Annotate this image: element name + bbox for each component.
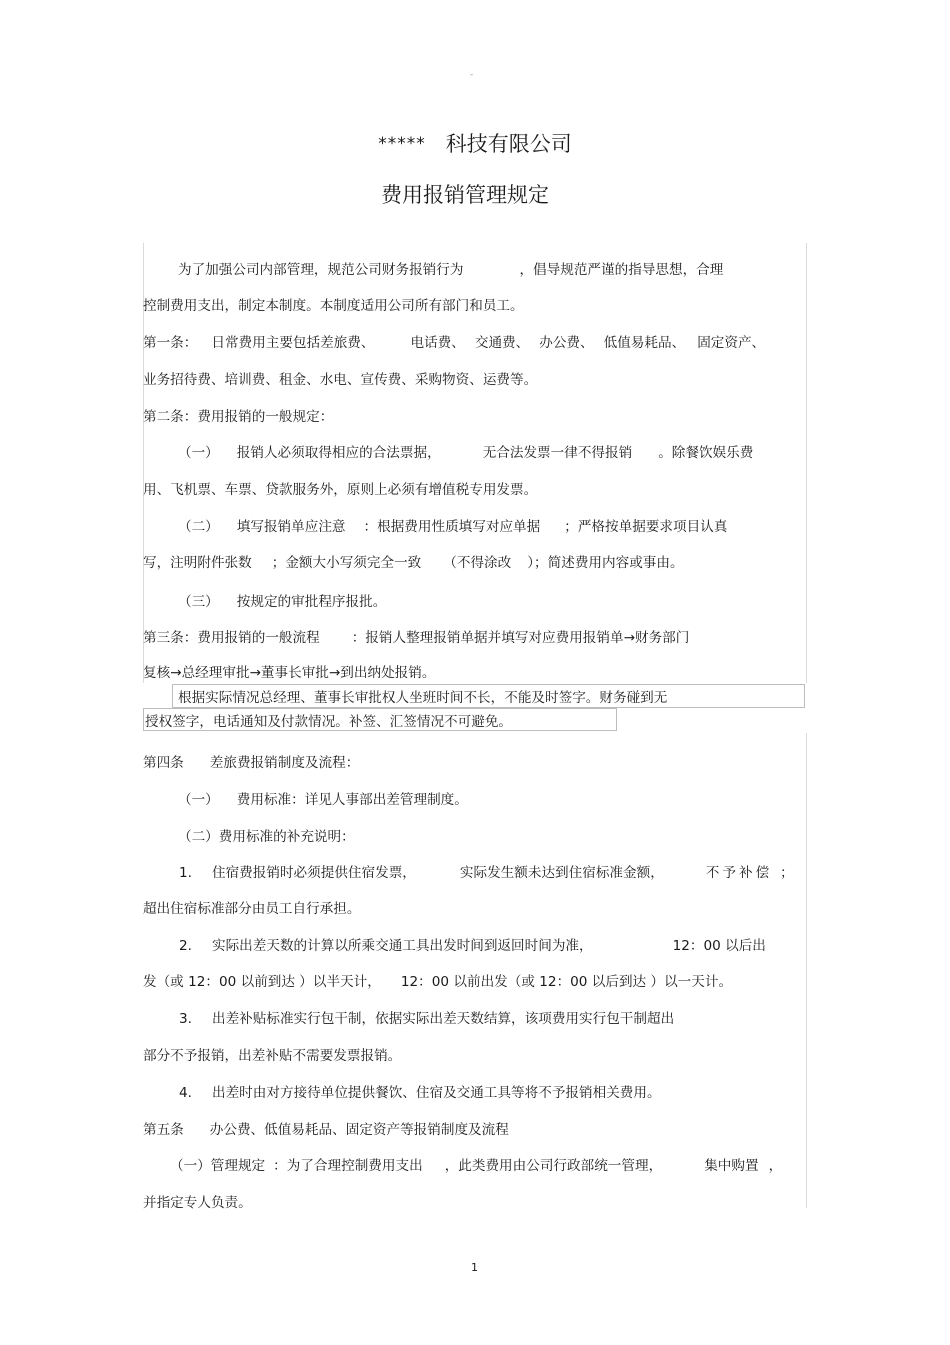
article-4-sub-2-line-1 [179, 934, 766, 954]
article-1-line-2 [143, 368, 537, 388]
sub-1-a: 住宿费报销时必须提供住宿发票， [211, 865, 416, 881]
article-2-heading [143, 405, 333, 425]
article-4-sub-2-line-2 [143, 970, 732, 990]
a4-item-1-b: ：详见人事部出差管理制度。 [291, 792, 468, 808]
article-5-label: 第五条 [143, 1122, 184, 1138]
line-1-a: 为了加强公司内部管理，规范公司财务报销行为 [178, 262, 464, 278]
article-3-flow: ：报销人整理报销单据并填写对应费用报销单→财务部门 [351, 630, 690, 646]
sub-3-cont: 部分不予报销，出差补贴不需要发票报销。 [143, 1048, 402, 1064]
sub-2-b: 12：00 以后出 [672, 938, 766, 954]
article-1-item-a: 日常费用主要包括差旅费、 [211, 335, 375, 351]
article-2-item-1-line-2 [143, 478, 537, 498]
article-4-title: 差旅费报销制度及流程： [209, 755, 360, 771]
article-4-sub-1-line-2 [143, 897, 361, 917]
sub-3-a: 出差补贴标准实行包干制，依据实际出差天数结算，该项费用实行包干制超出 [211, 1011, 675, 1027]
article-5-item-1-line-2 [143, 1191, 252, 1211]
body-line-1 [178, 258, 723, 278]
sub-2-a: 实际出差天数的计算以所乘交通工具出发时间到返回时间为准， [211, 938, 593, 954]
document-title: 费用报销管理规定 [381, 183, 549, 207]
sub-1-cont: 超出住宿标准部分由员工自行承担。 [143, 901, 361, 917]
sub-2-c: 发（或 12：00 以前到达 ）以半天计， [143, 974, 381, 990]
article-2-item-2-line-2 [143, 551, 684, 571]
item-2-d: 写，注明附件张数 [143, 555, 252, 571]
line-2-a: 控制费用支出，制定本制度。本制度适用公司所有部门和员工。 [143, 298, 524, 314]
a5-item-1-cont: 并指定专人负责。 [143, 1195, 252, 1211]
item-1-label: （一） [178, 445, 219, 461]
sub-1-c: 不予补偿 [705, 865, 773, 881]
page-number: 1 [471, 1261, 478, 1274]
sub-4-a: 出差时由对方接待单位提供餐饮、住宿及交通工具等将不予报销相关费用。 [211, 1085, 661, 1101]
a5-item-1-b: ，此类费用由公司行政部统一管理， [444, 1158, 663, 1174]
sub-3-num: 3. [179, 1011, 192, 1027]
article-1-cont: 业务招待费、培训费、租金、水电、宣传费、采购物资、运费等。 [143, 372, 538, 388]
item-1-b: 无合法发票一律不得报销 [482, 445, 633, 461]
boxed-note-line-1 [178, 686, 667, 706]
article-4-sub-1-line-1 [179, 861, 794, 881]
article-1-item-b: 电话费、 [410, 335, 465, 351]
article-4-sub-3-line-1 [179, 1007, 674, 1027]
header-mark: - [470, 70, 474, 80]
item-2-b: ：根据费用性质填写对应单据 [363, 519, 541, 535]
line-1-b: ，倡导规范严谨的指导思想，合理 [519, 262, 724, 278]
sub-1-b: 实际发生额未达到住宿标准金额， [459, 865, 664, 881]
article-4-heading [143, 751, 359, 771]
article-5-item-1-line-1 [170, 1154, 782, 1174]
article-4-sub-4 [179, 1081, 661, 1101]
item-2-a: 填写报销单应注意 [236, 519, 346, 535]
frame-right-line-lower [806, 733, 807, 1208]
item-1-cont: 用、飞机票、车票、贷款服务外，原则上必须有增值税专用发票。 [143, 482, 538, 498]
sub-1-d: ； [780, 865, 794, 881]
article-4-sub-3-line-2 [143, 1044, 401, 1064]
article-3-line-2 [143, 661, 435, 681]
a5-item-1-d: ， [768, 1158, 783, 1174]
a5-item-1-a: ：为了合理控制费用支出 [273, 1158, 423, 1174]
note-2: 授权签字，电话通知及付款情况。补签、汇签情况不可避免。 [145, 714, 513, 730]
boxed-note-line-2 [145, 710, 512, 730]
company-stars: ***** [378, 134, 426, 154]
item-2-e: ；金额大小写须完全一致 [271, 555, 422, 571]
item-3-a: 按规定的审批程序报批。 [236, 594, 387, 610]
item-2-f: （不得涂改 [443, 555, 512, 571]
item-3-label: （三） [178, 594, 219, 610]
item-2-label: （二） [178, 519, 219, 535]
note-1: 根据实际情况总经理、董事长审批权人坐班时间不长，不能及时签字。财务碰到无 [178, 690, 668, 706]
article-4-item-2 [178, 825, 355, 845]
article-1-item-f: 固定资产、 [697, 335, 766, 351]
sub-1-num: 1. [179, 865, 192, 881]
article-1-item-c: 交通费、 [474, 335, 530, 351]
sub-2-d: 12：00 以前出发（或 12：00 以后到达 ）以一天计。 [400, 974, 733, 990]
a4-item-2: （二）费用标准的补充说明： [178, 829, 355, 845]
article-4-item-1 [178, 788, 468, 808]
article-3-flow-cont: 复核→总经理审批→董事长审批→到出纳处报销。 [143, 665, 436, 681]
company-heading [0, 128, 950, 158]
item-1-c: 。除餐饮娱乐费 [658, 445, 754, 461]
article-4-label: 第四条 [143, 755, 184, 771]
company-name: 科技有限公司 [445, 132, 572, 156]
article-1-line-1 [143, 331, 765, 351]
article-2-item-3 [178, 590, 386, 610]
article-2-title: 第二条：费用报销的一般规定： [143, 409, 334, 425]
sub-2-num: 2. [179, 938, 192, 954]
article-3-line-1 [143, 626, 689, 646]
article-2-item-2-line-1 [178, 515, 727, 535]
item-2-g: ）；简述费用内容或事由。 [527, 555, 684, 571]
article-5-heading [143, 1118, 509, 1138]
article-1-item-d: 办公费、 [539, 335, 594, 351]
a4-item-1-label: （一） [178, 792, 219, 808]
sub-4-num: 4. [179, 1085, 192, 1101]
a5-item-1-label: （一）管理规定 [170, 1158, 266, 1174]
article-3-title: 第三条：费用报销的一般流程 [143, 630, 320, 646]
item-1-a: 报销人必须取得相应的合法票据， [236, 445, 441, 461]
a5-item-1-c: 集中购置 [704, 1158, 759, 1174]
body-line-2 [143, 294, 524, 314]
article-2-item-1-line-1 [178, 441, 753, 461]
article-1-label: 第一条： [143, 335, 198, 351]
article-5-title: 办公费、低值易耗品、固定资产等报销制度及流程 [209, 1122, 509, 1138]
a4-item-1-a: 费用标准 [236, 792, 292, 808]
article-1-item-e: 低值易耗品、 [603, 335, 686, 351]
item-2-c: ；严格按单据要求项目认真 [564, 519, 728, 535]
frame-right-line [806, 243, 807, 683]
